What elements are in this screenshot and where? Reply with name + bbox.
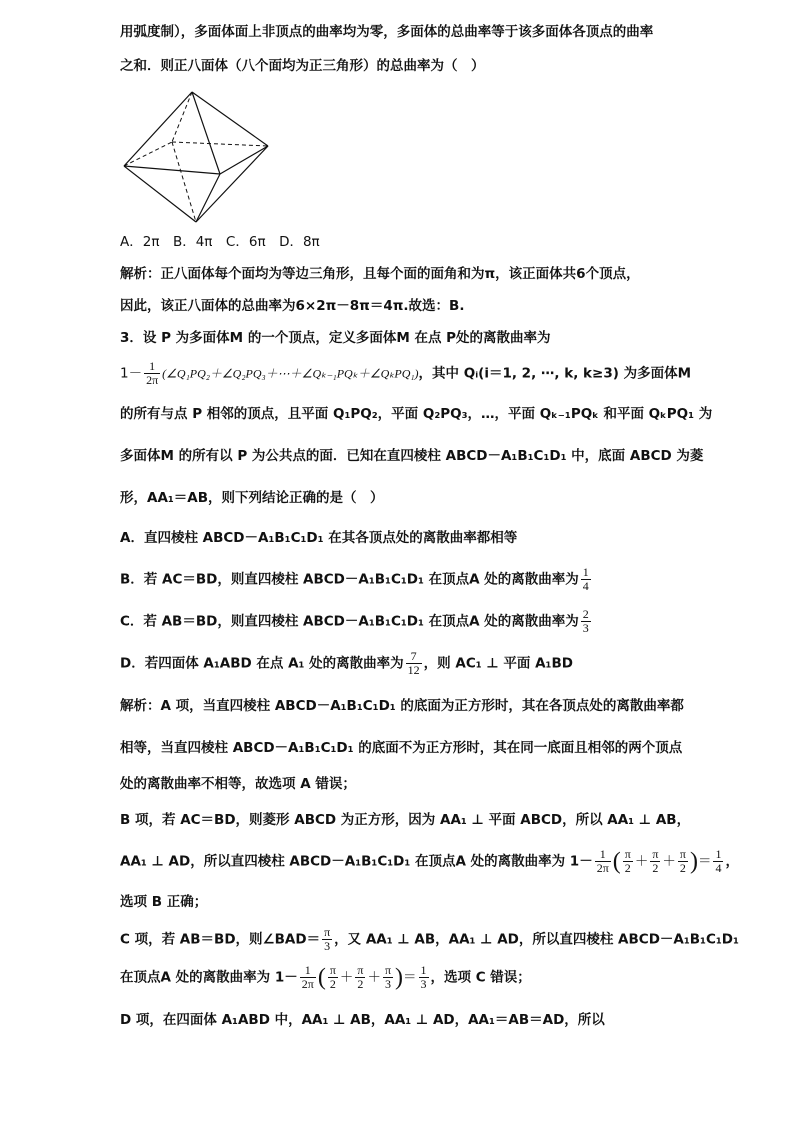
- option-b: B．若 AC＝BD，则直四棱柱 ABCD－A₁B₁C₁D₁ 在顶点A 处的离散曲率为 $\frac{1}{4}$: [120, 565, 589, 593]
- formula-line: 在顶点A 处的离散曲率为 1－ $\frac{1}{2\pi}$ ( $\frac{\pi}{2}$ ＋ $\frac{\pi}{2}$ ＋ $\frac{\pi}{3}$ )＝ $\frac{1}{3}$ ，选项 C 错误；: [120, 963, 531, 991]
- formula-line: [120, 360, 691, 387]
- text-line: 处的离散曲率不相等，故选项 A 错误；: [120, 776, 356, 792]
- text-line: 3．设 P 为多面体M 的一个顶点，定义多面体M 在点 P处的离散曲率为: [120, 330, 551, 346]
- text-line: 解析：A 项，当直四棱柱 ABCD－A₁B₁C₁D₁ 的底面为正方形时，其在各顶点处的离散曲率都: [120, 698, 684, 714]
- text-line: 的所有与点 P 相邻的顶点，且平面 Q₁PQ₂，平面 Q₂PQ₃，…，平面 Qₖ₋₁PQₖ 和平面 QₖPQ₁ 为: [120, 406, 713, 422]
- formula-suffix: ，其中 Qᵢ(i＝1, 2, ⋯, k, k≥3) 为多面体M: [418, 365, 692, 382]
- text-line: 相等，当直四棱柱 ABCD－A₁B₁C₁D₁ 的底面不为正方形时，其在同一底面且相邻的两个顶点: [120, 740, 683, 756]
- text-line: 形，AA₁＝AB，则下列结论正确的是（ ）: [120, 490, 384, 506]
- option-d: D．若四面体 A₁ABD 在点 A₁ 处的离散曲率为 $\frac{7}{12}$ ，则 AC₁ ⊥ 平面 A₁BD: [120, 649, 573, 677]
- text-line: B 项，若 AC＝BD，则菱形 ABCD 为正方形，因为 AA₁ ⊥ 平面 ABCD，所以 AA₁ ⊥ AB，: [120, 812, 691, 828]
- options-q2: A．2π B．4π C．6π D．8π: [120, 234, 320, 250]
- fraction: $\frac{1}{2\pi}$: [146, 359, 159, 387]
- formula-prefix: 1－: [120, 365, 143, 382]
- text-line: 用弧度制），多面体面上非顶点的曲率均为零，多面体的总曲率等于该多面体各顶点的曲率: [120, 24, 654, 40]
- text-line: 因此，该正八面体的总曲率为6×2π－8π＝4π.故选：B.: [120, 298, 465, 314]
- option-c: C．若 AB＝BD，则直四棱柱 ABCD－A₁B₁C₁D₁ 在顶点A 处的离散曲率为 $\frac{2}{3}$: [120, 607, 589, 635]
- text-line: 解析：正八面体每个面均为等边三角形，且每个面的面角和为π，该正面体共6个顶点，: [120, 266, 640, 282]
- text-line: 选项 B 正确；: [120, 894, 208, 910]
- text-line: 多面体M 的所有以 P 为公共点的面．已知在直四棱柱 ABCD－A₁B₁C₁D₁ 中，底面 ABCD 为菱: [120, 448, 704, 464]
- formula-line: AA₁ ⊥ AD，所以直四棱柱 ABCD－A₁B₁C₁D₁ 在顶点A 处的离散曲率为 1－ $\frac{1}{2\pi}$ ( $\frac{\pi}{2}$ ＋ $\frac{\pi}{2}$ ＋ $\frac{\pi}{2}$ )＝ $\frac{1}{4}$ ，: [120, 847, 739, 875]
- option-a: A．直四棱柱 ABCD－A₁B₁C₁D₁ 在其各顶点处的离散曲率都相等: [120, 530, 518, 546]
- text-line: 之和．则正八面体（八个面均为正三角形）的总曲率为（ ）: [120, 58, 485, 74]
- formula-expr: (∠Q₁PQ₂＋∠Q₂PQ₃＋⋯＋∠Qₖ₋₁PQₖ＋∠QₖPQ₁): [162, 366, 419, 381]
- text-line: D 项，在四面体 A₁ABD 中，AA₁ ⊥ AB，AA₁ ⊥ AD，AA₁＝AB＝AD，所以: [120, 1012, 605, 1028]
- octahedron-figure: [120, 86, 280, 226]
- formula-line: C 项，若 AB＝BD，则∠BAD＝ $\frac{\pi}{3}$ ，又 AA₁ ⊥ AB，AA₁ ⊥ AD，所以直四棱柱 ABCD－A₁B₁C₁D₁: [120, 925, 739, 953]
